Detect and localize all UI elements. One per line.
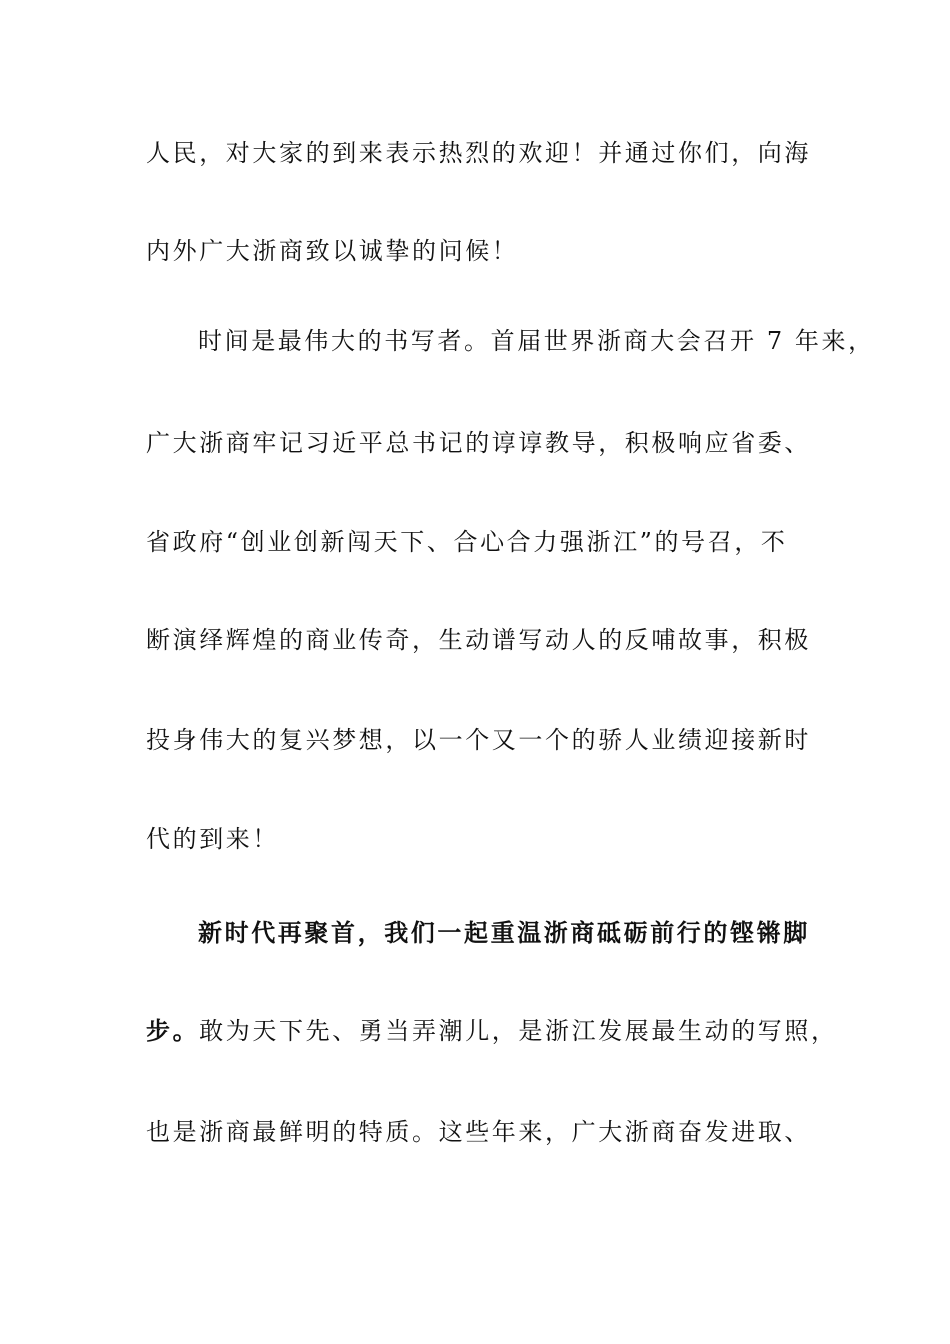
paragraph3-line3: 也是浙商最鲜明的特质。这些年来，广大浙商奋发进取、 [146, 1118, 811, 1146]
paragraph3-line2-rest: 敢为天下先、勇当弄潮儿，是浙江发展最生动的写照， [199, 1017, 838, 1045]
paragraph2-line5: 投身伟大的复兴梦想，以一个又一个的骄人业绩迎接新时 [146, 726, 811, 754]
paragraph2-line2: 广大浙商牢记习近平总书记的谆谆教导，积极响应省委、 [146, 429, 811, 457]
paragraph2-line1: 时间是最伟大的书写者。首届世界浙商大会召开 7 年来， [198, 327, 875, 355]
paragraph2-line4: 断演绎辉煌的商业传奇，生动谱写动人的反哺故事，积极 [146, 626, 811, 654]
paragraph3-bold-line1: 新时代再聚首，我们一起重温浙商砥砺前行的铿锵脚 [198, 918, 810, 947]
paragraph2-line3: 省政府“创业创新闯天下、合心合力强浙江”的号召，不 [146, 528, 788, 556]
paragraph3-bold-start: 步。 [146, 1016, 200, 1045]
paragraph1-line1: 人民，对大家的到来表示热烈的欢迎！并通过你们，向海 [146, 139, 811, 167]
paragraph1-line2: 内外广大浙商致以诚挚的问候！ [146, 237, 519, 265]
paragraph2-line6: 代的到来！ [146, 825, 279, 853]
paragraph3-line2 [146, 1016, 836, 1046]
